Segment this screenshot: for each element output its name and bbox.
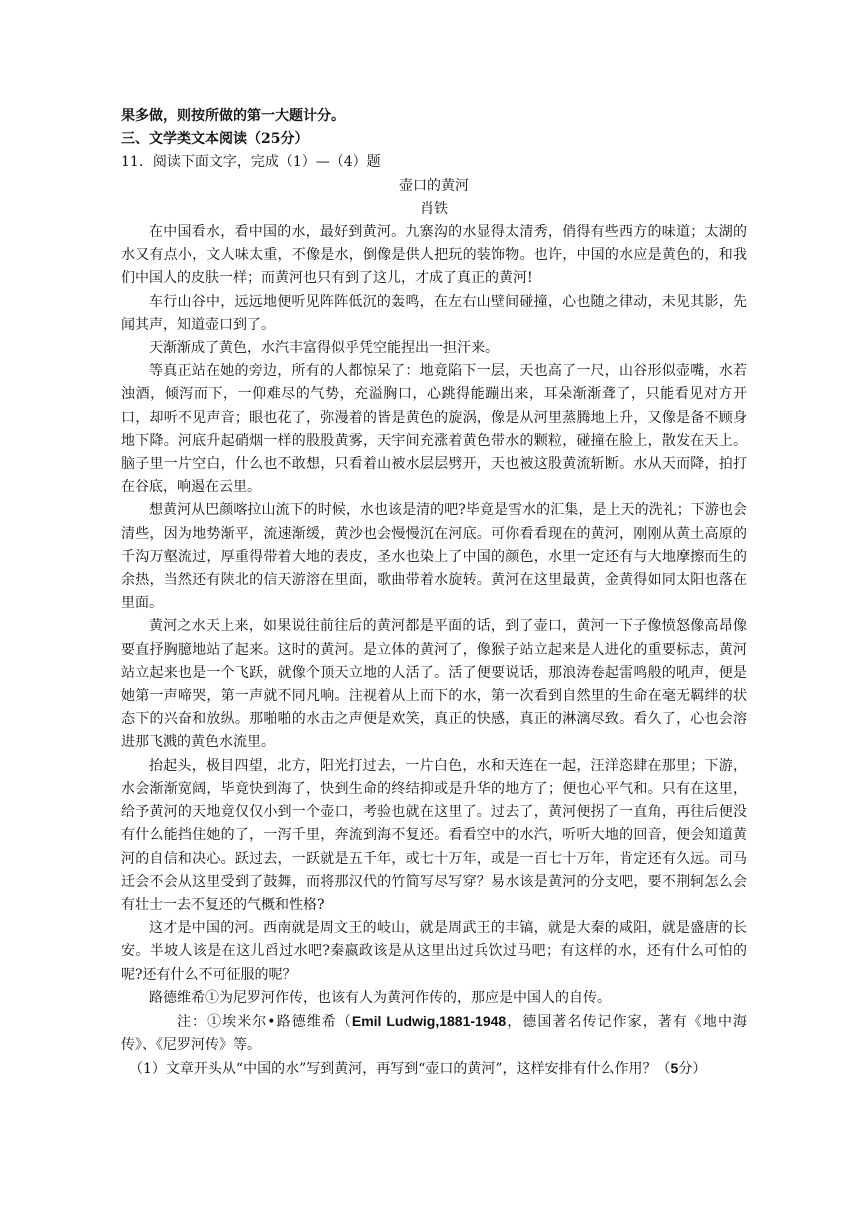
article-paragraph: 黄河之水天上来，如果说往前往后的黄河都是平面的话，到了壶口，黄河一下子像愤怒像高昂像要直抒胸臆地站了起来。这时的黄河。是立体的黄河了，像猴子站立起来是人进化的重要标志，黄河站立起来也是一个飞跃，就像个顶天立地的人活了。活了便要说话，那浪涛卷起雷鸣般的吼声，便是她第一声啼哭，第一声就不同凡响。注视着从上而下的水，第一次看到自然里的生命在毫无羁绊的状态下的兴奋和放纵。那啪啪的水击之声便是欢笑，真正的快感，真正的淋漓尽致。看久了，心也会溶进那飞溅的黄色水流里。 [121, 618, 747, 751]
article-author: 肖铁 [420, 200, 448, 217]
article-paragraph: 路德维希①为尼罗河作传，也该有人为黄河作传的，那应是中国人的自传。 [149, 989, 611, 1006]
sub-question-1 [121, 1057, 747, 1081]
section-title: 三、文学类文本阅读（25分） [121, 131, 309, 148]
article-paragraph: 抬起头，极目四望，北方，阳光打过去，一片白色，水和天连在一起，汪洋恣肆在那里；下游，水会渐渐宽阔，毕竟快到海了，快到生命的终结抑或是升华的地方了；便也心平气和。只有在这里，给予黄河的天地竟仅仅小到一个壶口，考验也就在这里了。过去了，黄河便拐了一直角，再往后便没有什么能挡住她的了，一泻千里，奔流到海不复还。看看空中的水汽，听听大地的回音，便会知道黄河的自信和决心。跃过去，一跃就是五千年，或七十万年，或是一百七十万年，肯定还有久远。司马迁会不会从这里受到了鼓舞，而将那汉代的竹简写尽写穿？易水该是黄河的分支吧，要不荆轲怎么会有壮士一去不复还的气概和性格? [121, 757, 747, 913]
footnote-latin-name: Emil Ludwig,1881-1948 [351, 1012, 507, 1029]
sub-question-suffix: 分） [678, 1061, 707, 1078]
article-paragraph: 等真正站在她的旁边，所有的人都惊呆了：地竟陷下一层，天也高了一尺，山谷形似壶嘴，水若浊酒，倾泻而下，一仰难尽的气势，充溢胸口，心跳得能蹦出来，耳朵渐渐聋了，只能看见对方开口，却听不见声音；眼也花了，弥漫着的皆是黄色的旋涡，像是从河里蒸腾地上升，又像是备不顾身地下降。河底升起硝烟一样的股股黄雾，天宇间充涨着黄色带水的颗粒，碰撞在脸上，散发在天上。脑子里一片空白，什么也不敢想，只看着山被水层层劈开，天也被这股黄流斩断。水从天而降，拍打在谷底，响遏在云里。 [121, 363, 747, 496]
footnote-prefix: 注：①埃米尔•路德维希（ [177, 1013, 352, 1030]
article-paragraph: 在中国看水，看中国的水，最好到黄河。九寨沟的水显得太清秀，俏得有些西方的味道；太湖的水又有点小，文人味太重，不像是水，倒像是供人把玩的装饰物。也许，中国的水应是黄色的，和我们中国人的皮肤一样；而黄河也只有到了这儿，才成了真正的黄河! [121, 224, 747, 287]
question-intro: 11．阅读下面文字，完成（1）—（4）题 [121, 154, 381, 171]
article-paragraph: 想黄河从巴颜喀拉山流下的时候，水也该是清的吧?毕竟是雪水的汇集，是上天的洗礼；下游也会清些，因为地势渐平，流速渐缓，黄沙也会慢慢沉在河底。可你看看现在的黄河，刚刚从黄土高原的千沟万壑流过，厚重得带着大地的表皮，圣水也染上了中国的颜色，水里一定还有与大地摩擦而生的余热，当然还有陕北的信天游溶在里面，歌曲带着水旋转。黄河在这里最黄，金黄得如同太阳也落在里面。 [121, 502, 747, 612]
article-paragraph: 车行山谷中，远远地便听见阵阵低沉的轰鸣，在左右山壁间碰撞，心也随之律动，未见其影，先闻其声，知道壶口到了。 [121, 293, 747, 333]
footnote-suffix: ，德国著名传记作家，著有《地中海传》、《尼罗河传》等。 [121, 1013, 747, 1054]
header-continuation: 果多做，则按所做的第一大题计分。 [121, 108, 345, 124]
sub-question-text: （1）文章开头从“中国的水”写到黄河，再写到“壶口的黄河”，这样安排有什么作用？（ [129, 1061, 671, 1078]
footnote [121, 1010, 747, 1057]
article-paragraph: 这才是中国的河。西南就是周文王的岐山，就是周武王的丰镐，就是大秦的咸阳，就是盛唐的长安。半坡人该是在这儿舀过水吧?秦嬴政该是从这里出过兵饮过马吧；有这样的水，还有什么可怕的呢?还有什么不可征服的呢？ [121, 920, 747, 983]
sub-question-points: 5 [670, 1060, 679, 1077]
article-title: 壶口的黄河 [399, 177, 469, 194]
article-paragraph: 天渐渐成了黄色，水汽丰富得似乎凭空能捏出一担汗来。 [149, 340, 499, 357]
